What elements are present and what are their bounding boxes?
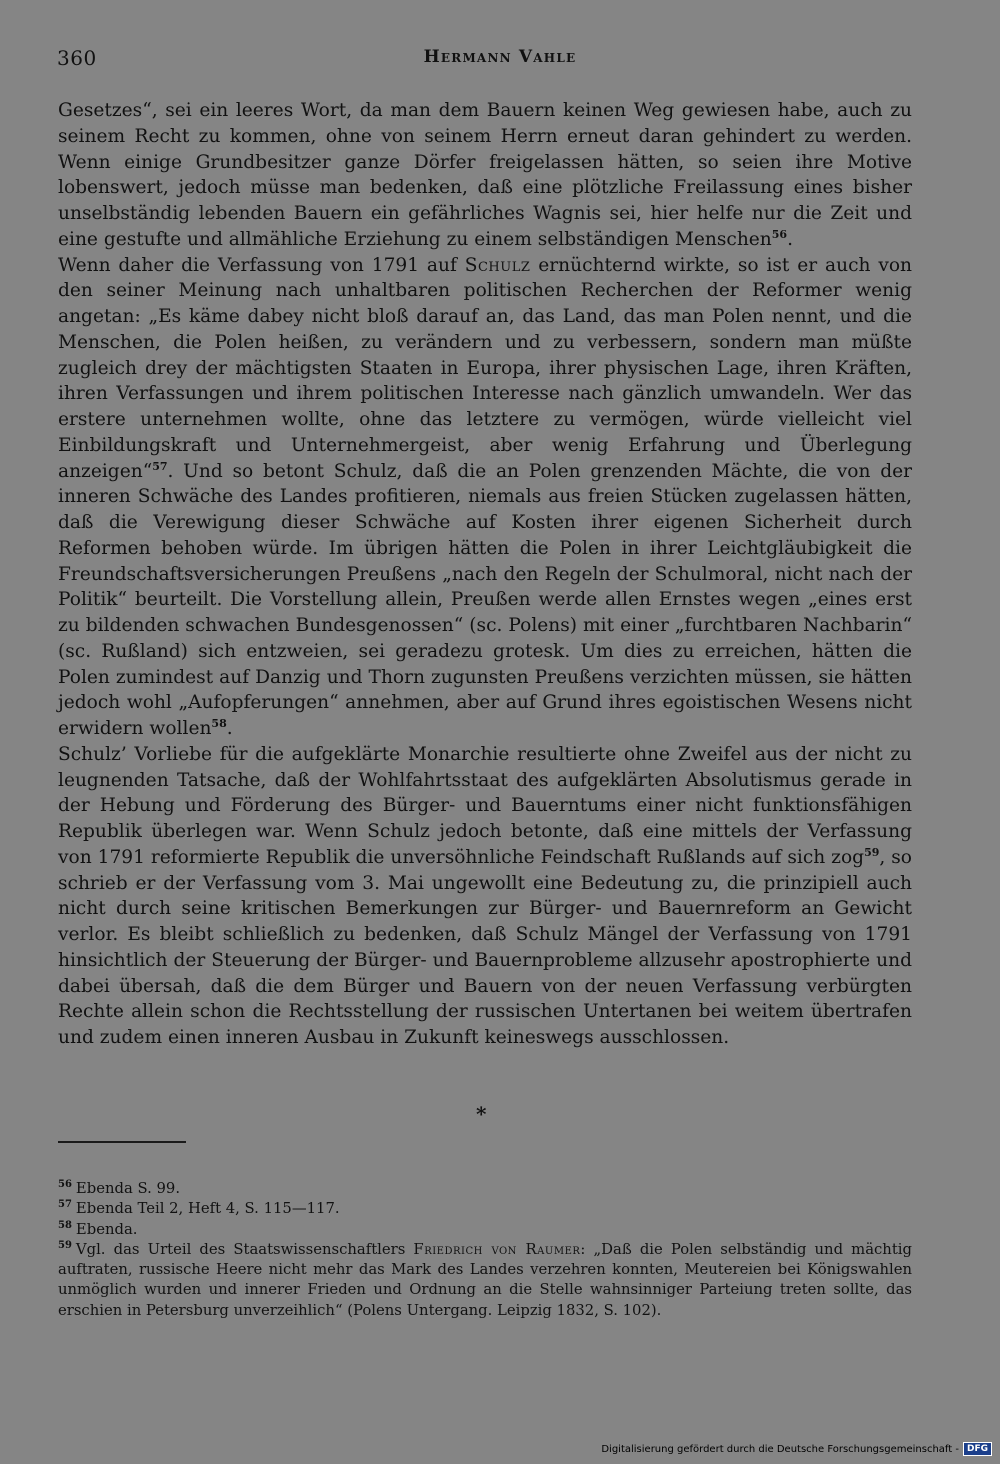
footnote-ref-59[interactable]: 59	[864, 845, 880, 859]
footnote-ref-56[interactable]: 56	[771, 227, 788, 241]
paragraph-2	[58, 253, 912, 742]
paragraph-1-text: Gesetzes“, sei ein leeres Wort, da man dem Bauern keinen Weg gewiesen habe, auch zu seinem Recht zu kommen, ohne von seinem Herrn erneut daran gehindert zu werden. Wenn einige Grundbesitzer ganze Dörfer freigelassen hätten, so seien ihre Motive lobenswert, jedoch müsse man bedenken, daß eine plötzliche Freilassung eines bisher unselbständig lebenden Bauern ein gefährliches Wagnis sei, hier helfe nur die Zeit und eine gestufte und allmähliche Erziehung zu einem selbständigen Menschen	[58, 100, 912, 250]
body-text	[58, 98, 912, 1051]
running-head: Hermann Vahle	[423, 47, 577, 67]
footnote-text: Ebenda Teil 2, Heft 4, S. 115—117.	[75, 1200, 340, 1218]
author-name-schulz: Schulz	[464, 254, 531, 276]
footnote-ref-57[interactable]: 57	[152, 459, 168, 473]
author-name-raumer: Friedrich von Raumer	[413, 1240, 581, 1258]
dfg-logo[interactable]: DFG	[963, 1442, 992, 1456]
paragraph-1-end: .	[787, 228, 794, 250]
paragraph-2-text-c: . Und so betont Schulz, daß die an Polen grenzenden Mächte, die von der inneren Schwäche des Landes profitieren, niemals aus freien Stücken zugelassen hätten, daß die Verewigung dieser Schwäche auf Kosten ihrer eigenen Sicherheit durch Reformen behoben würde. Im übrigen hätten die Polen in ihrer Leichtgläubigkeit die Freundschaftsversicherungen Preußens „nach den Regeln der Schulmoral, nicht nach der Politik“ beurteilt. Die Vorstellung allein, Preußen werde allen Ernstes wegen „eines erst zu bildenden schwachen Bundesgenossen“ (sc. Polens) mit einer „furchtbaren Nachbarin“ (sc. Rußland) sich entzweien, sei geradezu grotesk. Um dies zu erreichen, hätten die Polen zumindest auf Danzig und Thorn zugunsten Preußens verzichten müssen, sie hätten jedoch wohl „Aufopferungen“ annehmen, aber auf Grund ihres egoistischen Wesens nicht erwidern wollen	[58, 460, 912, 739]
paragraph-3-text-b: , so schrieb er der Verfassung vom 3. Mai ungewollt eine Bedeutung zu, die prinzipiell auch nicht durch seine kritischen Bemerkungen zur Bürger- und Bauernreform an Gewicht verlor. Es bleibt schließlich zu bedenken, daß Schulz Mängel der Verfassung von 1791 hinsichtlich der Steuerung der Bürger- und Bauernprobleme allzusehr apostrophierte und dabei übersah, daß die dem Bürger und Bauern von der neuen Verfassung verbürgten Rechte allein schon die Rechtsstellung der russischen Untertanen bei weitem übertrafen und zudem einen inneren Ausbau in Zukunft keineswegs ausschlossen.	[58, 846, 912, 1048]
footnote-text-a: Vgl. das Urteil des Staatswissenschaftlers	[75, 1240, 414, 1258]
page-number: 360	[57, 46, 97, 70]
paragraph-3	[58, 742, 912, 1051]
credit-text: Digitalisierung gefördert durch die Deutsche Forschungsgemeinschaft -	[601, 1443, 959, 1455]
footnote-number: 59	[58, 1239, 72, 1251]
footnotes	[58, 1179, 912, 1321]
footnote-57	[58, 1199, 912, 1219]
paragraph-2-text-b: ernüchternd wirkte, so ist er auch von den seiner Meinung nach unhaltbaren politischen Recherchen der Reformer wenig angetan: „Es käme dabey nicht bloß darauf an, das Land, das man Polen nennt, und die Menschen, die Polen heißen, zu verändern und zu verbessern, sondern man müßte zugleich drey der mächtigsten Staaten in Europa, ihrer physischen Lage, ihren Kräften, ihren Verfassungen und ihrem politischen Interesse nach gänzlich umwandeln. Wer das erstere unternehmen wollte, ohne das letztere zu vermögen, würde vielleicht viel Einbildungskraft und Unternehmergeist, aber wenig Erfahrung und Überlegung anzeigen“	[58, 254, 912, 482]
paragraph-1	[58, 98, 912, 253]
footnote-ref-58[interactable]: 58	[211, 716, 227, 730]
paragraph-3-text-a: Schulz’ Vorliebe für die aufgeklärte Monarchie resultierte ohne Zweifel aus der nicht zu leugnenden Tatsache, daß der Wohlfahrtsstaat des aufgeklärten Absolutismus gerade in der Hebung und Förderung des Bürger- und Bauerntums einer nicht funktionsfähigen Republik überlegen war. Wenn Schulz jedoch betonte, daß eine mittels der Verfassung von 1791 reformierte Republik die unversöhnliche Feindschaft Rußlands auf sich zog	[58, 743, 912, 868]
footnote-text: Ebenda.	[75, 1220, 138, 1238]
paragraph-2-end: .	[226, 718, 233, 739]
footnote-56	[58, 1179, 912, 1199]
footnote-text: Ebenda S. 99.	[75, 1180, 181, 1197]
footnote-number: 58	[58, 1219, 72, 1231]
digitization-credit	[601, 1442, 992, 1456]
section-break-asterisk: *	[476, 1102, 487, 1126]
footnote-59	[58, 1240, 912, 1321]
paragraph-2-text-a: Wenn daher die Verfassung von 1791 auf	[58, 254, 465, 276]
footnote-number: 56	[58, 1179, 72, 1191]
footnote-58	[58, 1220, 912, 1240]
footnote-divider	[58, 1141, 186, 1143]
footnote-number: 57	[58, 1199, 72, 1211]
footnote-text-b: : „Daß die Polen selbständig und mächtig auftraten, russische Heere nicht mehr das Mark des Landes verzehren konnten, Meutereien bei Königswahlen unmöglich wurden und innerer Frieden und Ordnung an die Stelle wahnsinniger Parteiung treten sollte, das erschien in Petersburg unverzeihlich“ (Polens Untergang. Leipzig 1832, S. 102).	[58, 1240, 912, 1319]
